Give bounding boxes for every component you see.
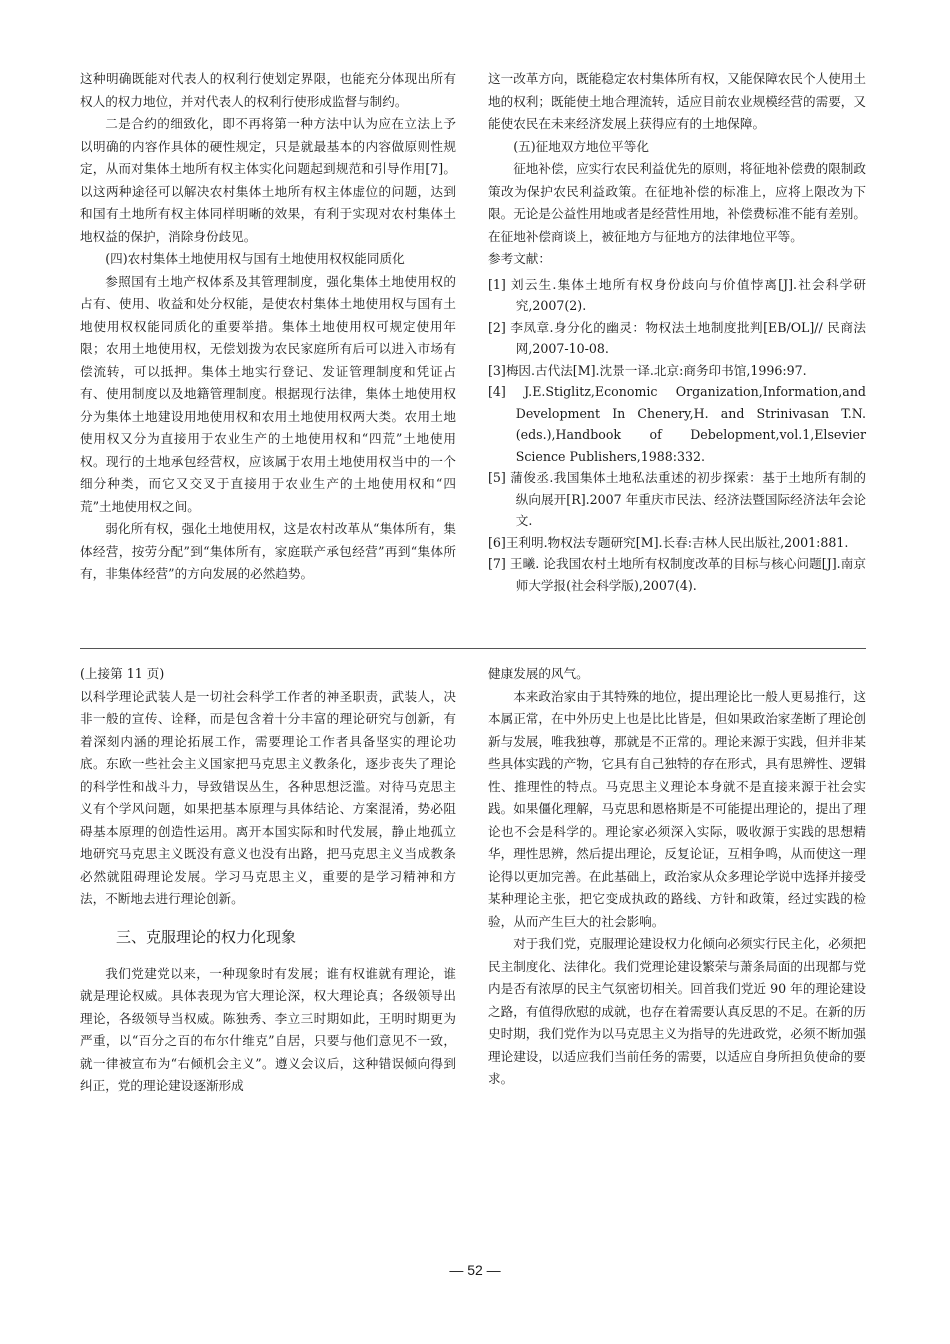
paragraph: 我们党建党以来，一种现象时有发展；谁有权谁就有理论，谁就是理论权威。具体表现为官大理论深，权大理论真；各级领导出理论，各级领导当权威。陈独秀、李立三时期如此，王明时期更为严重，以“百分之百的布尔什维克”自居，只要与他们意见不一致，就一律被宣布为“右倾机会主义”。遵义会议后，这种错误倾向得到纠正，党的理论建设逐渐形成 [80, 965, 456, 1093]
bottom-right-column [488, 663, 866, 1091]
references-title: 参考文献： [488, 251, 551, 266]
paragraph: 以科学理论武装人是一切社会科学工作者的神圣职责，武装人，决非一般的宣传、诠释，而是包含着十分丰富的理论研究与创新，有着深刻内涵的理论拓展工作，需要理论工作者具备坚实的理论功底。东欧一些社会主义国家把马克思主义教条化，逐步丧失了理论的科学性和战斗力，导致错误丛生，各种思想泛滥。对待马克思主义有个学风问题，如果把基本原理与具体结论、方案混淆，势必阻碍基本原理的创造性运用。离开本国实际和时代发展，静止地孤立地研究马克思主义既没有意义也没有出路，把马克思主义当成教条必然就阻碍理论发展。学习马克思主义，重要的是学习精神和方法，不断地去进行理论创新。 [80, 688, 456, 906]
paragraph: 征地补偿，应实行农民利益优先的原则，将征地补偿费的限制政策改为保护农民利益政策。在征地补偿的标准上，应将上限改为下限。无论是公益性用地或者是经营性用地，补偿费标准不能有差别。在征地补偿商谈上，被征地方与征地方的法律地位平等。 [488, 161, 866, 244]
reference-item: [5] 蒲俊丞.我国集体土地私法重述的初步探索：基于土地所有制的纵向展开[R].2007 年重庆市民法、经济法暨国际经济法年会论文. [488, 470, 866, 528]
paragraph: 弱化所有权，强化土地使用权，这是农村改革从“集体所有，集体经营，按劳分配”到“集体所有，家庭联产承包经营”再到“集体所有，非集体经营”的方向发展的必然趋势。 [80, 521, 456, 581]
top-right-column [488, 68, 866, 596]
paragraph: 这种明确既能对代表人的权利行使划定界限，也能充分体现出所有权人的权力地位，并对代表人的权利行使形成监督与制约。 [80, 71, 456, 109]
paragraph: 这一改革方向，既能稳定农村集体所有权，又能保障农民个人使用土地的权利；既能使土地合理流转，适应目前农业规模经营的需要，又能使农民在未来经济发展上获得应有的土地保障。 [488, 71, 866, 131]
section-heading: 三、克服理论的权力化现象 [116, 927, 297, 946]
reference-item: [4] J.E.Stiglitz,Economic Organization,Information,and Development In Chenery,H. and Strinivasan T.N. (eds.),Handbook of Debelopment,vol.1,Elsevier Science Publishers,1988:332. [488, 384, 866, 464]
paragraph: 对于我们党，克服理论建设权力化倾向必须实行民主化，必须把民主制度化、法律化。我们党理论建设繁荣与萧条局面的出现都与党内是否有浓厚的民主气氛密切相关。回首我们党近 90 年的理论建设之路，有值得欣慰的成就，也存在着需要认真反思的不足。在新的历史时期，我们党作为以马克思主义为指导的先进政党，必须不断加强理论建设，以适应我们当前任务的需要，以适应自身所担负使命的要求。 [488, 936, 866, 1086]
page-number: — 52 — [449, 1262, 501, 1278]
top-left-column [80, 68, 456, 586]
paragraph: 参照国有土地产权体系及其管理制度，强化集体土地使用权的占有、使用、收益和处分权能，是使农村集体土地使用权与国有土地使用权权能同质化的重要举措。集体土地使用权可规定使用年限；农用土地使用权，无偿划拨为农民家庭所有后可以进入市场有偿流转，可以抵押。集体土地实行登记、发证管理制度和凭证占有、使用制度以及地籍管理制度。根据现行法律，集体土地使用权分为集体土地建设用地使用权和农用土地使用权两大类。农用土地使用权又分为直接用于农业生产的土地使用权和“四荒”土地使用权。现行的土地承包经营权，应该属于农用土地使用权当中的一个细分种类，而它又交叉于直接用于农业生产的土地使用权和“四荒”土地使用权之间。 [80, 273, 456, 514]
subsection-heading: (四)农村集体土地使用权与国有土地使用权权能同质化 [105, 251, 405, 266]
section-divider [80, 648, 866, 649]
reference-item: [6]王利明.物权法专题研究[M].长春:吉林人民出版社,2001:881. [488, 534, 849, 550]
references-list [488, 274, 866, 597]
reference-item: [7] 王曦. 论我国农村土地所有权制度改革的目标与核心问题[J].南京师大学报(社会科学版),2007(4). [488, 556, 866, 593]
paragraph: 健康发展的风气。 [488, 666, 589, 681]
continued-note: (上接第 11 页) [80, 666, 165, 681]
subsection-heading: (五)征地双方地位平等化 [513, 138, 649, 154]
paragraph: 二是合约的细致化，即不再将第一种方法中认为应在立法上予以明确的内容作具体的硬性规定，只是就最基本的内容做原则性规定，从而对集体土地所有权主体实化问题起到规范和引导作用[7]。以这两种途径可以解决农村集体土地所有权主体虚位的问题，达到和国有土地所有权主体同样明晰的效果，有利于实现对农村集体土地权益的保护，消除身份歧见。 [80, 116, 456, 244]
reference-item: [3]梅因.古代法[M].沈景一译.北京:商务印书馆,1996:97. [488, 362, 807, 378]
paragraph: 本来政治家由于其特殊的地位，提出理论比一般人更易推行，这本属正常，在中外历史上也是比比皆是，但如果政治家垄断了理论创新与发展，唯我独尊，那就是不正常的。理论来源于实践，但并非某些具体实践的产物，它具有自己独特的存在形式，具有思辨性、逻辑性、推理性的特点。马克思主义理论本身就不是直接来源于社会实践。如果僵化理解，马克思和恩格斯是不可能提出理论的，提出了理论也不会是科学的。理论家必须深入实际，吸收源于实践的思想精华，理性思辨，然后提出理论，反复论证，互相争鸣，从而使这一理论得以更加完善。在此基础上，政治家从众多理论学说中选择并接受某种理论主张，把它变成执政的路线、方针和政策，经过实践的检验，从而产生巨大的社会影响。 [488, 688, 866, 929]
bottom-left-column [80, 663, 456, 1098]
reference-item: [2] 李凤章.身分化的幽灵：物权法土地制度批判[EB/OL]// 民商法网,2007-10-08. [488, 319, 866, 356]
reference-item: [1] 刘云生.集体土地所有权身份歧向与价值悖离[J].社会科学研究,2007(2). [488, 276, 866, 313]
